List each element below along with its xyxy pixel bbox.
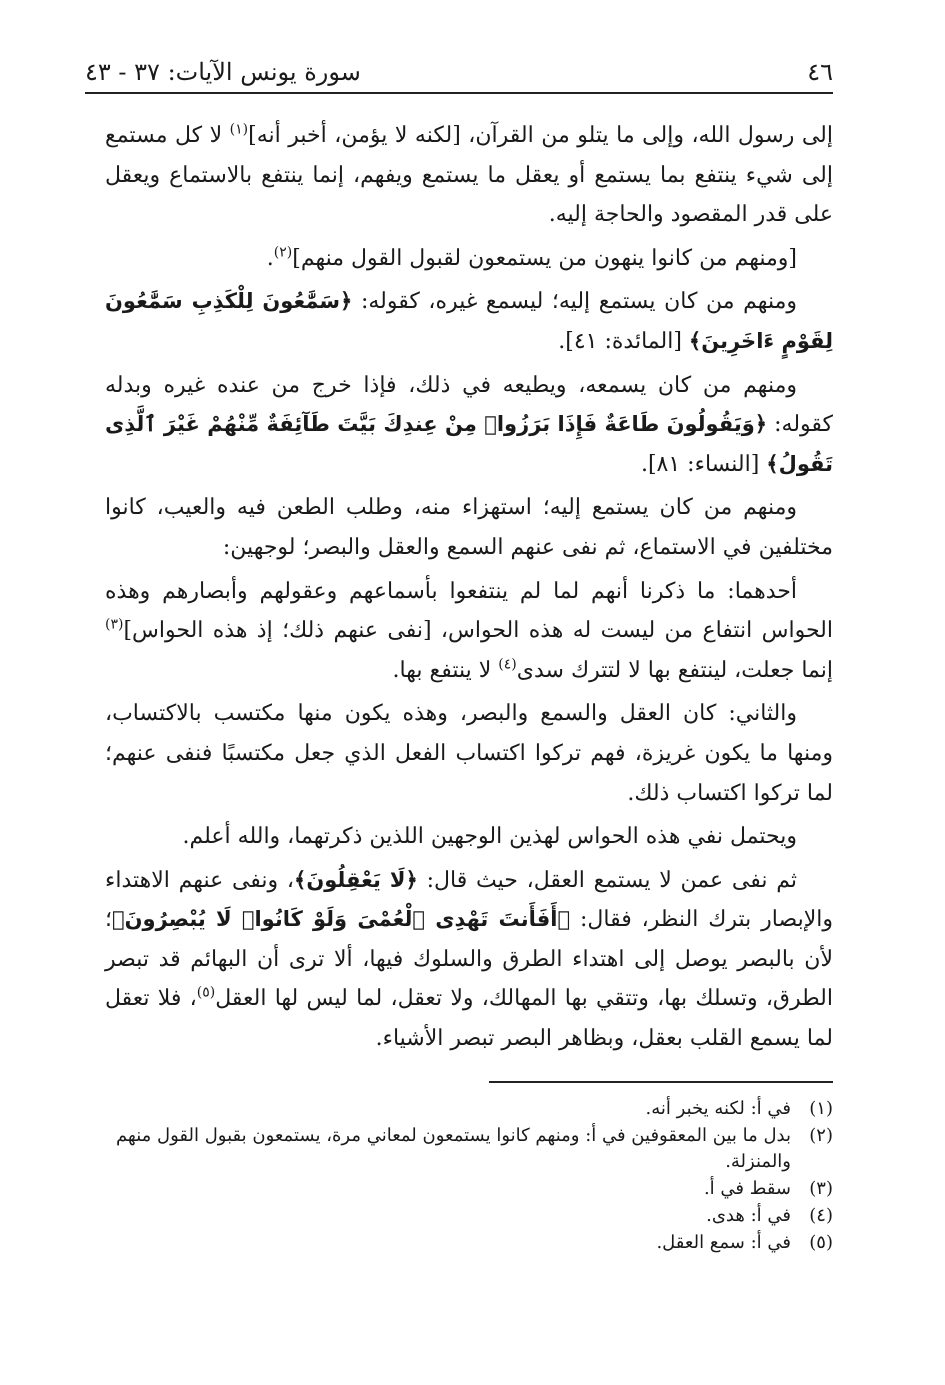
footnote-ref: (١) bbox=[229, 121, 249, 138]
quran-verse: ﴿لَا يَعْقِلُونَ﴾ bbox=[294, 867, 418, 892]
paragraph bbox=[105, 694, 833, 813]
quran-verse: ﴿سَمَّٰعُونَ لِلْكَذِبِ سَمَّٰعُونَ لِقَوْمٍ ءَاخَرِينَ﴾ bbox=[105, 289, 833, 353]
footnote-text: في أ: هدى. bbox=[706, 1205, 791, 1226]
footnote bbox=[105, 1096, 833, 1122]
footnote-ref: (٤) bbox=[498, 656, 517, 673]
paragraph-text: لا ينتفع بها. bbox=[392, 657, 499, 683]
paragraph-text: أحدهما: ما ذكرنا أنهم لما لم ينتفعوا بأسماعهم وعقولهم وأبصارهم وهذه الحواس انتفاع من ليست له هذه الحواس، [نفى عنهم ذلك؛ إذ هذه الحواس] bbox=[105, 578, 833, 644]
footnote-text: سقط في أ. bbox=[703, 1178, 791, 1199]
paragraph-text: [ومنهم من كانوا ينهون من يستمعون لقبول القول منهم] bbox=[292, 245, 797, 271]
paragraph-text: ويحتمل نفي هذه الحواس لهذين الوجهين اللذين ذكرتهما، والله أعلم. bbox=[182, 824, 797, 850]
paragraph-text: ، ونفى عنهم الاهتداء والإبصار بترك النظر، فقال: bbox=[105, 867, 833, 933]
footnote-text: في أ: لكنه يخبر أنه. bbox=[645, 1098, 791, 1119]
footnote bbox=[105, 1176, 833, 1202]
page-number: ٤٦ bbox=[807, 58, 833, 86]
footnote-number: (٤) bbox=[809, 1205, 833, 1226]
footnote-ref: (٥) bbox=[196, 985, 216, 1002]
header-rule bbox=[85, 92, 833, 94]
paragraph-text: والثاني: كان العقل والسمع والبصر، وهذه يكون منها مكتسب بالاكتساب، ومنها ما يكون غريزة، فهم تركوا اكتساب الفعل الذي جعل مكتسبًا فنفى عنهم؛ لما تركوا اكتساب ذلك. bbox=[105, 701, 833, 806]
paragraph-text: لا كل مستمع إلى شيء ينتفع بما يستمع أو يعقل ما يستمع ويفهم، إنما ينتفع بالاستماع ويعقل على قدر المقصود والحاجة إليه. bbox=[105, 123, 833, 228]
paragraph bbox=[105, 817, 833, 857]
paragraph-text: ، فلا تعقل لما يسمع القلب بعقل، وبظاهر البصر تبصر الأشياء. bbox=[105, 986, 833, 1052]
paragraph-text: ومنهم من كان يستمع إليه؛ ليسمع غيره، كقوله: bbox=[352, 289, 797, 315]
paragraph bbox=[105, 239, 833, 279]
footnotes bbox=[105, 1096, 833, 1257]
paragraph-text: ومنهم من كان يستمع إليه؛ استهزاء منه، وطلب الطعن فيه والعيب، كانوا مختلفين في الاستماع، ثم نفى عنهم السمع والعقل والبصر؛ لوجهين: bbox=[105, 495, 833, 560]
paragraph bbox=[105, 116, 833, 235]
footnote-number: (٥) bbox=[809, 1232, 833, 1253]
footnote bbox=[105, 1203, 833, 1229]
paragraph-text: ومنهم من كان يسمعه، ويطيعه في ذلك، فإذا خرج من عنده غيره وبدله كقوله: bbox=[105, 372, 833, 438]
footnote bbox=[105, 1230, 833, 1256]
footnote-number: (١) bbox=[809, 1098, 833, 1119]
footnote-number: (٣) bbox=[809, 1178, 833, 1199]
running-title: سورة يونس الآيات: ٣٧ - ٤٣ bbox=[85, 58, 361, 86]
footnote-number: (٢) bbox=[809, 1125, 833, 1146]
quran-verse: ﴿أَفَأَنتَ تَهْدِى ٱلْعُمْىَ وَلَوْ كَانُوا۟ لَا يُبْصِرُونَ﴾ bbox=[112, 907, 571, 932]
paragraph bbox=[105, 572, 833, 691]
body-text bbox=[105, 116, 833, 1063]
footnote-ref: (٢) bbox=[273, 244, 293, 261]
paragraph-text: . bbox=[266, 245, 274, 271]
paragraph bbox=[105, 861, 833, 1059]
footnote-text: بدل ما بين المعقوفين في أ: ومنهم كانوا يستمعون لمعاني مرة، يستمعون بقبول القول منهم والمنزلة. bbox=[115, 1125, 791, 1172]
page-header bbox=[85, 52, 833, 94]
footnote-text: في أ: سمع العقل. bbox=[656, 1232, 791, 1253]
paragraph-text: إنما جعلت، لينتفع بها لا لتترك سدى bbox=[516, 657, 833, 683]
paragraph bbox=[105, 282, 833, 361]
paragraph-text: إلى رسول الله، وإلى ما يتلو من القرآن، [لكنه لا يؤمن، أخبر أنه] bbox=[248, 123, 833, 148]
paragraph-text: ثم نفى عمن لا يستمع العقل، حيث قال: bbox=[417, 867, 797, 893]
footnote-ref: (٣) bbox=[105, 616, 124, 633]
paragraph bbox=[105, 488, 833, 567]
paragraph-text: [المائدة: ٤١]. bbox=[558, 328, 689, 354]
paragraph-text: ؛ لأن بالبصر يوصل إلى اهتداء الطرق والسلوك فيها، ألا ترى أن البهائم قد تبصر الطرق، وتسلك بها، وتتقي بها المهالك، ولا تعقل، لما ليس لها العقل bbox=[105, 907, 833, 1012]
paragraph-text: [النساء: ٨١]. bbox=[640, 451, 767, 477]
quran-verse: ﴿وَيَقُولُونَ طَاعَةٌ فَإِذَا بَرَزُوا۟ مِنْ عِندِكَ بَيَّتَ طَآئِفَةٌ مِّنْهُمْ غَيْرَ ٱلَّذِى تَقُولُ﴾ bbox=[105, 412, 833, 476]
footnote-separator bbox=[489, 1081, 833, 1083]
footnote bbox=[105, 1123, 833, 1175]
paragraph bbox=[105, 366, 833, 485]
